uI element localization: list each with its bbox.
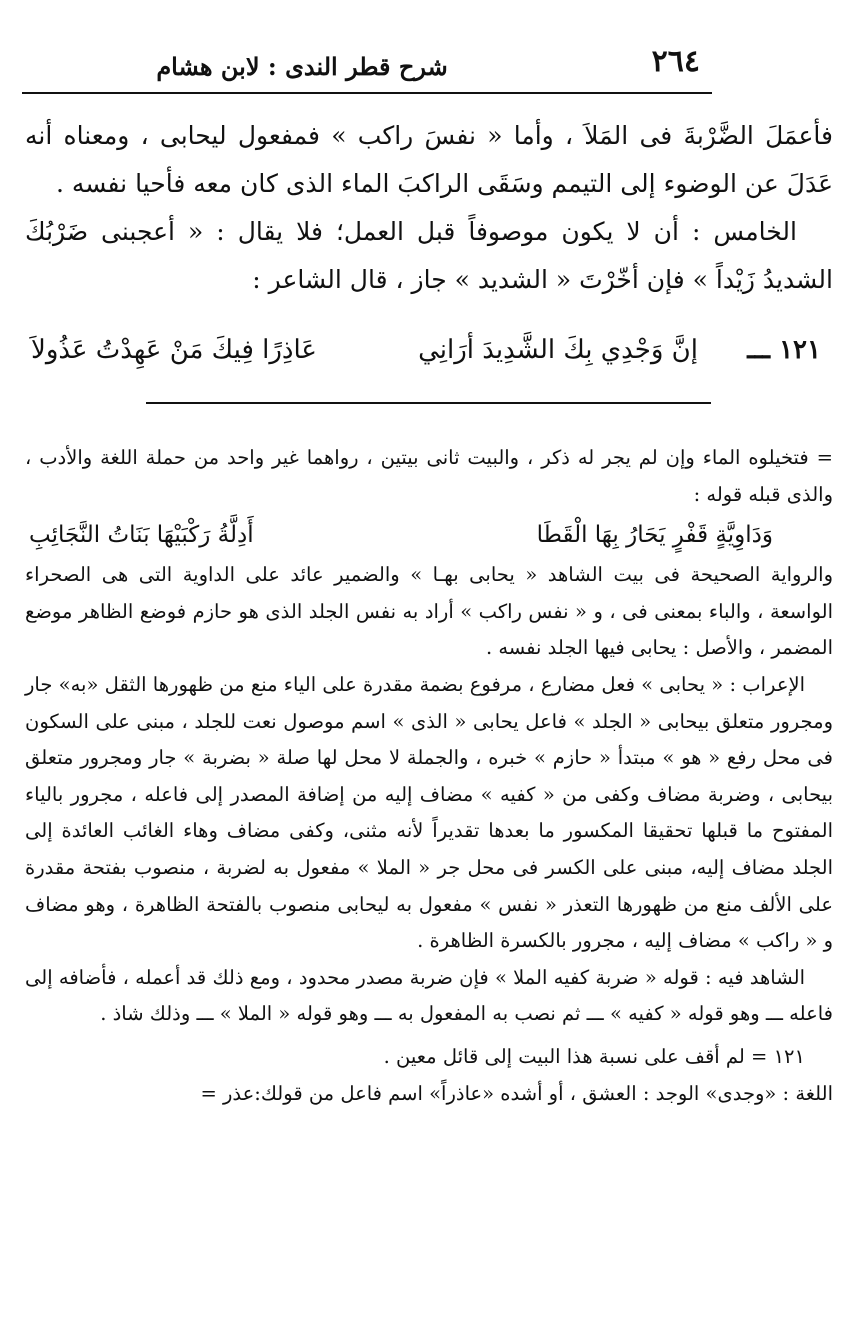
footnote-divider: [146, 402, 711, 404]
main-paragraph: فأعمَلَ الضَّرْبةَ فى المَلاَ ، وأما « نفسَ راكب » فمفعول ليحابى ، ومعناه أنه عَدَلَ عن الوضوء إلى التيمم وسَقَى الراكبَ الماء الذى كان معه فأحيا نفسه .: [25, 121, 833, 198]
page-number: ٢٦٤: [651, 44, 700, 79]
footnote-verse-first-hemistich: وَدَاوِيَّةٍ قَفْرٍ يَحَارُ بِهَا الْقَطَا: [536, 522, 773, 549]
main-text: [25, 112, 833, 304]
verse-first-hemistich: إنَّ وَجْدِي بِكَ الشَّدِيدَ أرَانِي: [418, 335, 698, 365]
verse-number: ١٢١ ـــ: [747, 335, 821, 365]
main-paragraph: الخامس : أن لا يكون موصوفاً قبل العمل؛ فلا يقال : « أعجبنى ضَرْبُكَ الشديدُ زَيْداً » فإن أخّرْتَ « الشديد » جاز ، قال الشاعر :: [25, 217, 833, 294]
footnote-paragraph: اللغة : «وجدى» الوجد : العشق ، أو أشده «عاذراً» اسم فاعل من قولك:عذر =: [200, 1081, 833, 1105]
footnote-verse: [25, 513, 833, 557]
footnote-paragraph: والرواية الصحيحة فى بيت الشاهد « يحابى بهـا » والضمير عائد على الداوية التى هى الصحراء الواسعة ، والباء بمعنى فى ، و « نفس راكب » أراد به نفس الجلد الذى هو حازم فوضع الظاهر موضع المضمر ، والأصل : يحابى فيها الجلد نفسه .: [25, 563, 833, 660]
footnote-paragraph: = فتخيلوه الماء وإن لم يجر له ذكر ، والبيت ثانى بيتين ، رواهما غير واحد من حملة اللغة والأدب ، والذى قبله قوله :: [25, 446, 834, 506]
footnote-paragraph: الشاهد فيه : قوله « ضربة كفيه الملا » فإن ضربة مصدر محدود ، ومع ذلك قد أعمله ، فأضافه إلى فاعله ـــ وهو قوله « كفيه » ـــ ثم نصب به المفعول به ـــ وهو قوله « الملا » ـــ وذلك شاذ .: [25, 965, 833, 1026]
footnote-note: ١٢١ = لم أقف على نسبة هذا البيت إلى قائل معين .: [383, 1044, 805, 1068]
footnote-verse-second-hemistich: أَدِلَّةُ رَكْبَيْهَا بَنَاتُ النَّجَائِبِ: [29, 522, 254, 549]
footnote-paragraph: الإعراب : « يحابى » فعل مضارع ، مرفوع بضمة مقدرة على الياء منع من ظهورها الثقل «به» جار ومجرور متعلق بيحابى « الجلد » فاعل يحابى « الذى » اسم موصول نعت للجلد ، مبنى على السكون فى محل رفع « هو » مبتدأ « حازم » خبره ، والجملة لا محل لها صلة « بضربة » جار ومجرور متعلق بيحابى ، وضربة مضاف وكفى من « كفيه » مضاف إليه من إضافة المصدر إلى فاعله ، مجرور بالياء المفتوح ما قبلها تحقيقا المكسور ما بعدها تقديراً لأنه مثنى، وكفى مضاف وهاء الغائب العائدة إلى الجلد مضاف إليه، مبنى على الكسر فى محل جر « الملا » مفعول به لضربة ، منصوب بفتحة مقدرة على الألف منع من ظهورها التعذر « نفس » مفعول به ليحابى منصوب بالفتحة الظاهرة ، وهو مضاف و « راكب » مضاف إليه ، مجرور بالكسرة الظاهرة .: [25, 672, 833, 953]
running-header: [22, 42, 712, 94]
book-title: شرح قطر الندى : لابن هشام: [156, 52, 448, 81]
poetry-verse: [25, 335, 833, 383]
verse-second-hemistich: عَاذِرًا فِيكَ مَنْ عَهِدْتُ عَذُولاَ: [31, 335, 317, 365]
footnotes: [25, 440, 833, 1112]
